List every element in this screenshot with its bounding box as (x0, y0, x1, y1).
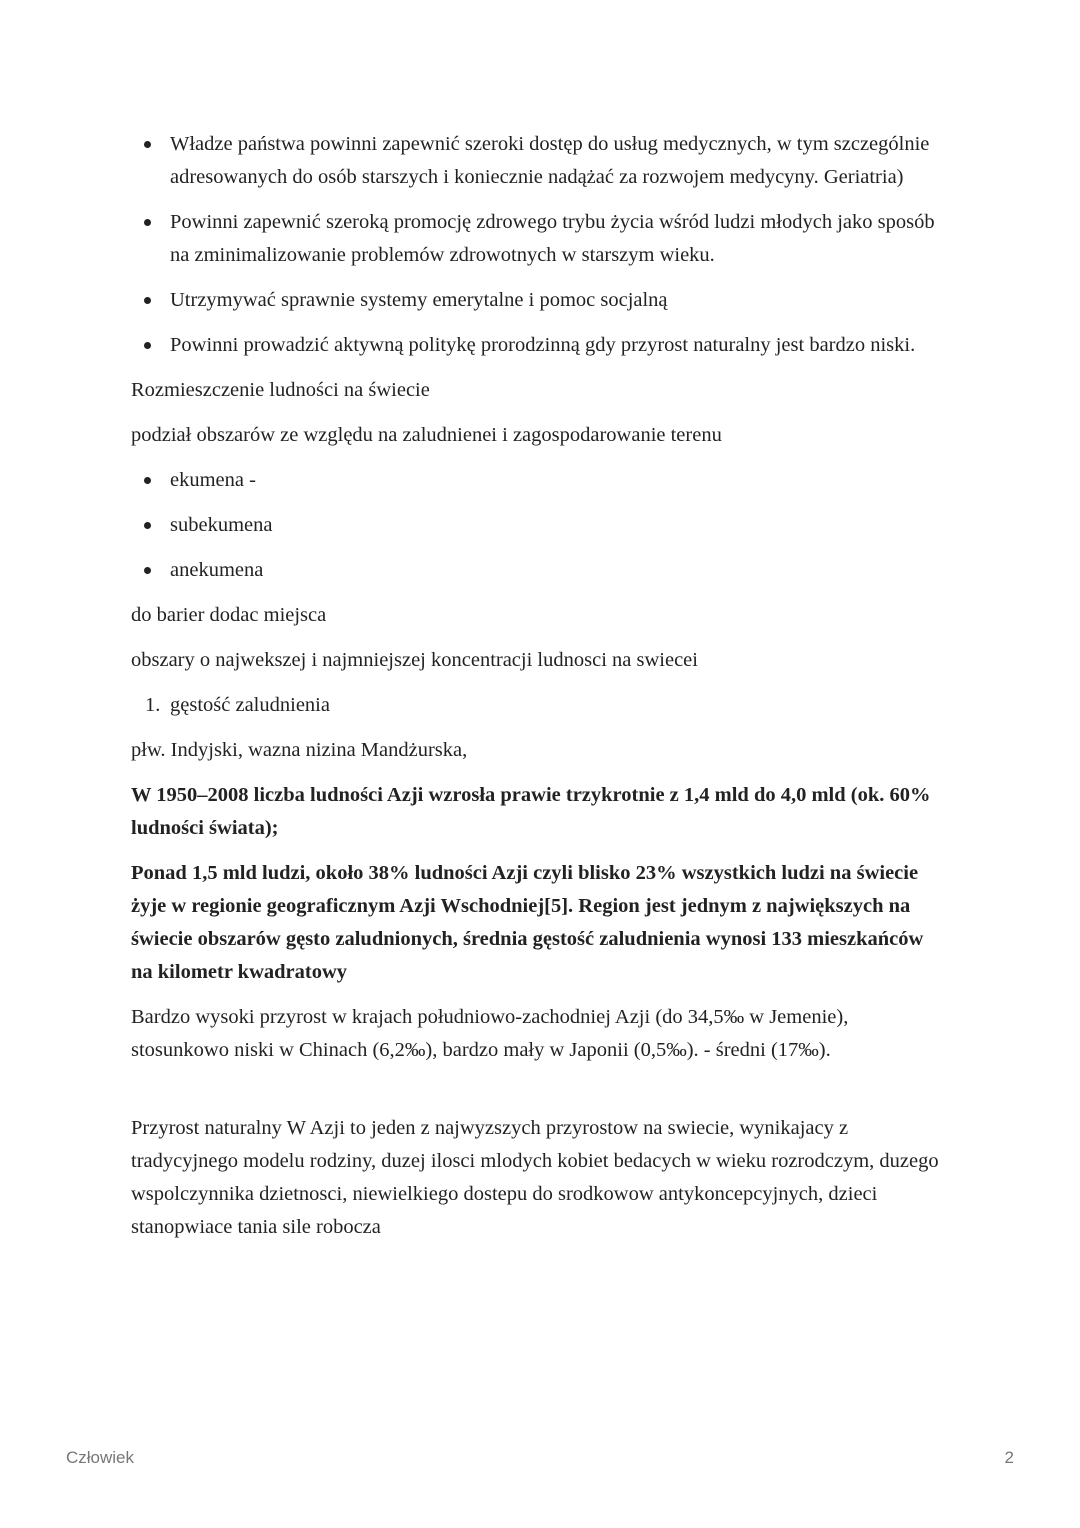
document-body (131, 128, 946, 1256)
list-item: Władze państwa powinni zapewnić szeroki dostęp do usług medycznych, w tym szczególnie adresowanych do osób starszych i koniecznie nadążać za rozwojem medycyny. Geriatria) (131, 128, 946, 194)
bullet-dot-icon (144, 141, 151, 148)
paragraph-natural-growth: Przyrost naturalny W Azji to jeden z najwyzszych przyrostow na swiecie, wynikajacy z tradycyjnego modelu rodziny, duzej ilosci mlodych kobiet bedacych w wieku rozrodczym, duzego wspolczynnika dzietnosci, niewielkiego dostepu do srodkowow antykoncepcyjnych, dzieci stanopwiace tania sile robocza (131, 1117, 939, 1238)
bullet-dot-icon (144, 342, 151, 349)
bold-paragraph-east-asia: Ponad 1,5 mld ludzi, około 38% ludności Azji czyli blisko 23% wszystkich ludzi na świecie żyje w regionie geograficznym Azji Wschodniej[5]. Region jest jednym z największych na świecie obszarów gęsto zaludnionych, średnia gęstość zaludnienia wynosi 133 mieszkańców na kilometr kwadratowy (131, 862, 924, 983)
footer-document-title: Człowiek (66, 1448, 135, 1467)
note-regions: płw. Indyjski, wazna nizina Mandżurska, (131, 739, 468, 761)
bullet-list-areas (131, 464, 946, 587)
bullet-dot-icon (144, 297, 151, 304)
note-barriers: do barier dodac miejsca (131, 604, 327, 626)
paragraph-growth-rates: Bardzo wysoki przyrost w krajach południowo-zachodniej Azji (do 34,5‰ w Jemenie), stosunkowo niski w Chinach (6,2‰), bardzo mały w Japonii (0,5‰). - średni (17‰). (131, 1006, 849, 1061)
list-item: Utrzymywać sprawnie systemy emerytalne i pomoc socjalną (131, 284, 946, 317)
list-item: Powinni prowadzić aktywną politykę prorodzinną gdy przyrost naturalny jest bardzo niski. (131, 329, 946, 362)
list-number: 1. (145, 694, 161, 716)
section-heading-distribution: Rozmieszczenie ludności na świecie (131, 379, 430, 401)
list-item: ekumena - (131, 464, 946, 497)
bullet-list-recommendations (131, 128, 946, 362)
list-item: 1. gęstość zaludnienia (131, 689, 946, 722)
list-item: subekumena (131, 509, 946, 542)
subheading-division: podział obszarów ze względu na zaludnienei i zagospodarowanie terenu (131, 424, 722, 446)
bold-paragraph-asia-population: W 1950–2008 liczba ludności Azji wzrosła prawie trzykrotnie z 1,4 mld do 4,0 mld (ok. 60% ludności świata); (131, 784, 931, 839)
bullet-dot-icon (144, 219, 151, 226)
blank-line (131, 1079, 946, 1112)
footer-page-number: 2 (1004, 1448, 1014, 1467)
note-concentration: obszary o najwekszej i najmniejszej koncentracji ludnosci na swiecei (131, 649, 698, 671)
list-item: anekumena (131, 554, 946, 587)
list-item: Powinni zapewnić szeroką promocję zdrowego trybu życia wśród ludzi młodych jako sposób na zminimalizowanie problemów zdrowotnych w starszym wieku. (131, 206, 946, 272)
bullet-dot-icon (144, 477, 151, 484)
bullet-dot-icon (144, 567, 151, 574)
numbered-list (131, 689, 946, 722)
bullet-dot-icon (144, 522, 151, 529)
